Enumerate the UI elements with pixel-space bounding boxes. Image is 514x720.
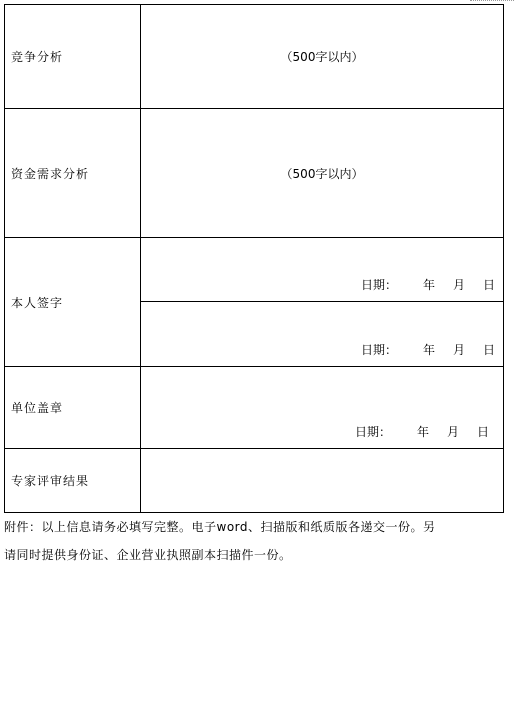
date-month: 月 <box>452 343 465 357</box>
field-competition-analysis[interactable]: （500字以内） <box>141 5 504 109</box>
date-label: 日期： <box>360 343 397 357</box>
footnote-line-1: 附件：以上信息请务必填写完整。电子word、扫描版和纸质版各递交一份。另 <box>4 520 436 534</box>
label-expert-review-result: 专家评审结果 <box>5 449 141 513</box>
date-day: 日 <box>476 425 489 439</box>
field-funding-needs-analysis[interactable]: （500字以内） <box>141 109 504 238</box>
row-seal <box>5 367 504 449</box>
field-signature-2[interactable] <box>141 302 504 367</box>
footnote-line-2: 请同时提供身份证、企业营业执照副本扫描件一份。 <box>4 548 292 562</box>
field-unit-seal[interactable] <box>141 367 504 449</box>
label-personal-signature: 本人签字 <box>5 238 141 367</box>
application-form-table <box>4 4 504 513</box>
date-label: 日期： <box>354 425 391 439</box>
date-month: 月 <box>452 278 465 292</box>
date-year: 年 <box>422 278 435 292</box>
date-year: 年 <box>422 343 435 357</box>
date-day: 日 <box>482 278 495 292</box>
field-expert-review-result[interactable] <box>141 449 504 513</box>
date-label: 日期： <box>360 278 397 292</box>
footnote <box>4 513 504 569</box>
label-unit-seal: 单位盖章 <box>5 367 141 449</box>
label-funding-needs-analysis: 资金需求分析 <box>5 109 141 238</box>
row-competition <box>5 5 504 109</box>
seal-date <box>355 423 489 440</box>
date-month: 月 <box>446 425 459 439</box>
row-funding <box>5 109 504 238</box>
signature-date-2 <box>361 341 495 358</box>
label-competition-analysis: 竞争分析 <box>5 5 141 109</box>
date-year: 年 <box>416 425 429 439</box>
signature-date-1 <box>361 276 495 293</box>
field-signature-1[interactable] <box>141 238 504 302</box>
row-review <box>5 449 504 513</box>
row-signature-1 <box>5 238 504 302</box>
date-day: 日 <box>482 343 495 357</box>
